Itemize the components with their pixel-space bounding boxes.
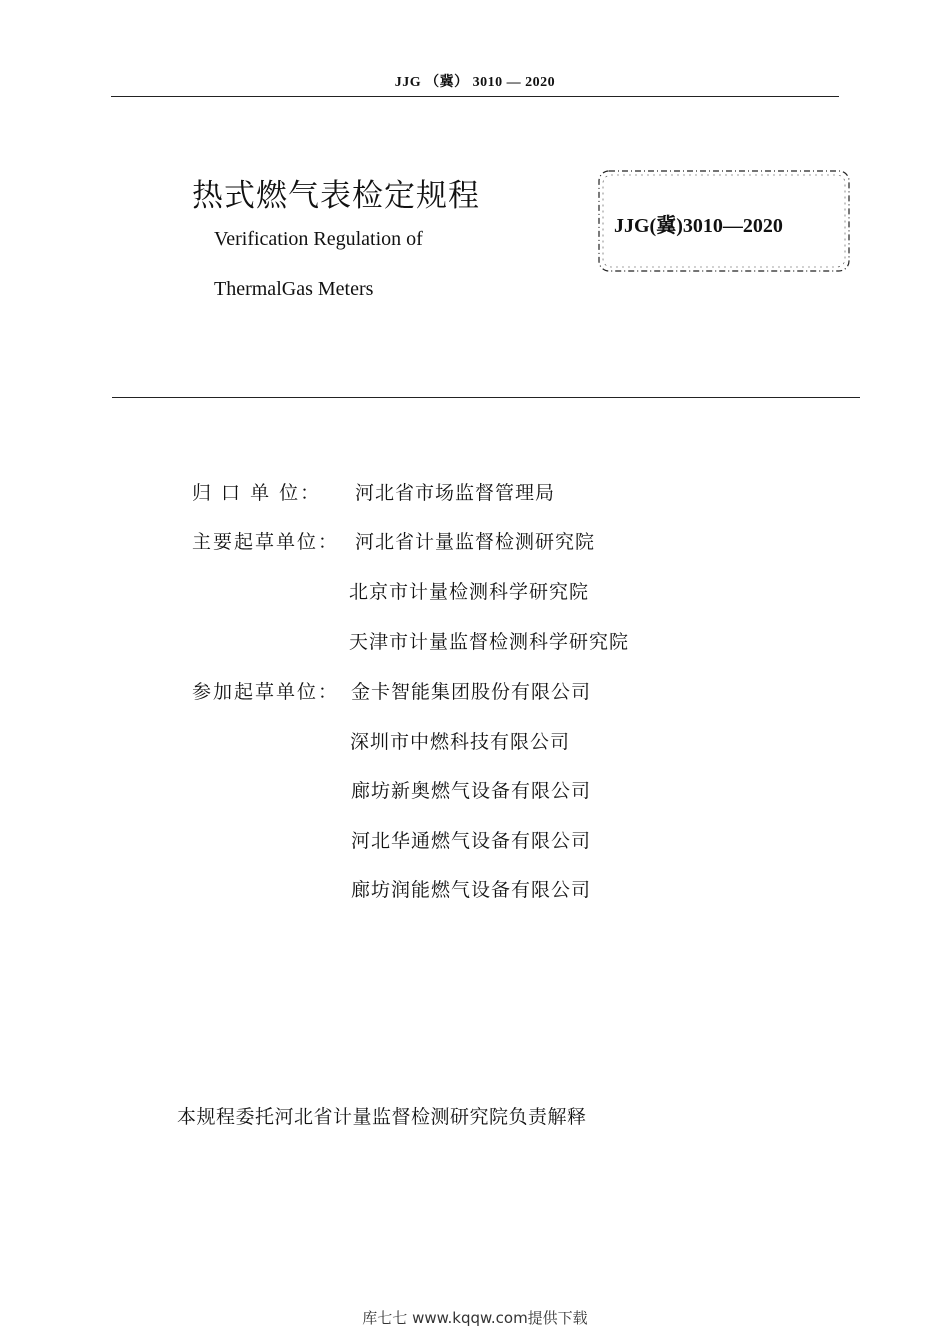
code-box-text: JJG(冀)3010—2020 xyxy=(614,215,783,237)
header-divider xyxy=(111,96,839,97)
participating-unit-3: 廊坊新奥燃气设备有限公司 xyxy=(351,780,592,802)
interpretation-note: 本规程委托河北省计量监督检测研究院负责解释 xyxy=(177,1106,587,1128)
header-standard-code: JJG （冀） 3010 — 2020 xyxy=(394,75,556,90)
participating-unit-5: 廊坊润能燃气设备有限公司 xyxy=(351,879,592,901)
main-drafting-unit-3: 天津市计量监督检测科学研究院 xyxy=(349,631,630,653)
footer-download-note: 库七七 www.kqqw.com提供下载 xyxy=(362,1309,588,1327)
title-english-line-2: ThermalGas Meters xyxy=(214,278,374,300)
main-drafting-unit-1: 河北省计量监督检测研究院 xyxy=(355,531,596,553)
participating-unit-4: 河北华通燃气设备有限公司 xyxy=(351,830,592,852)
section-divider xyxy=(112,397,860,398)
participating-drafting-label: 参加起草单位： xyxy=(192,681,340,703)
main-drafting-label: 主要起草单位： xyxy=(192,531,340,553)
main-drafting-unit-2: 北京市计量检测科学研究院 xyxy=(349,581,590,603)
responsible-unit-value: 河北省市场监督管理局 xyxy=(355,482,556,504)
participating-unit-2: 深圳市中燃科技有限公司 xyxy=(350,731,571,753)
participating-unit-1: 金卡智能集团股份有限公司 xyxy=(351,681,592,703)
title-chinese: 热式燃气表检定规程 xyxy=(192,178,480,214)
responsible-unit-label: 归 口 单 位： xyxy=(192,482,322,504)
title-english-line-1: Verification Regulation of xyxy=(214,228,423,250)
